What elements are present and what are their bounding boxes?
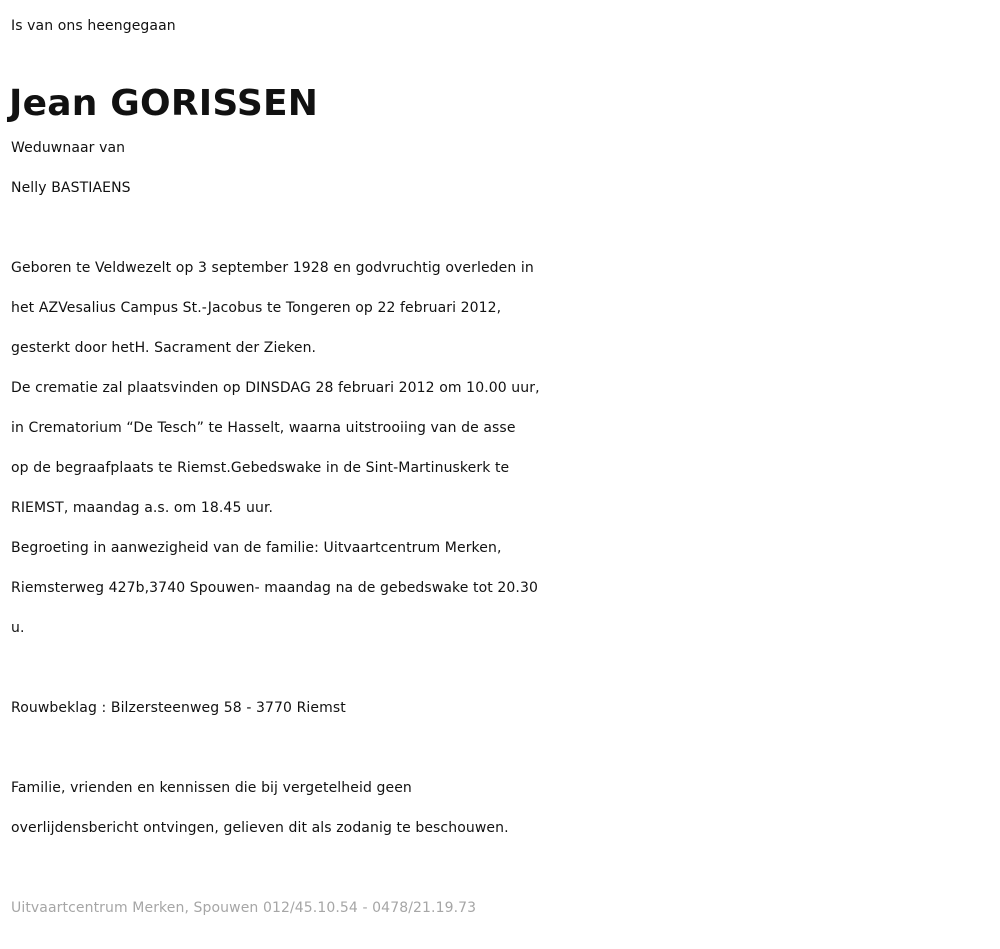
body-line: Begroeting in aanwezigheid van de familie: Uitvaartcentrum Merken, xyxy=(11,540,502,556)
body-line: in Crematorium “De Tesch” te Hasselt, waarna uitstrooiing van de asse xyxy=(11,420,516,436)
body-line: u. xyxy=(11,620,25,636)
closing-line: overlijdensbericht ontvingen, gelieven dit als zodanig te beschouwen. xyxy=(11,820,509,836)
closing-note xyxy=(11,768,1000,848)
body-line: het AZVesalius Campus St.-Jacobus te Tongeren op 22 februari 2012, xyxy=(11,300,502,316)
body-line: Riemsterweg 427b,3740 Spouwen- maandag na de gebedswake tot 20.30 xyxy=(11,580,538,596)
funeral-home-footer: Uitvaartcentrum Merken, Spouwen 012/45.10.54 - 0478/21.19.73 xyxy=(11,900,477,916)
spacer xyxy=(11,848,1000,888)
relation-line-2: Nelly BASTIAENS xyxy=(11,180,131,196)
closing-line: Familie, vrienden en kennissen die bij vergetelheid geen xyxy=(11,780,412,796)
body-line: RIEMST, maandag a.s. om 18.45 uur. xyxy=(11,500,274,516)
body-line: Geboren te Veldwezelt op 3 september 1928 en godvruchtig overleden in xyxy=(11,260,534,276)
spacer xyxy=(11,728,1000,768)
spacer xyxy=(11,648,1000,688)
obituary-body xyxy=(11,248,1000,648)
body-line: op de begraafplaats te Riemst.Gebedswake in de Sint-Martinuskerk te xyxy=(11,460,510,476)
intro-text: Is van ons heengegaan xyxy=(11,18,176,34)
condolence-address: Rouwbeklag : Bilzersteenweg 58 - 3770 Riemst xyxy=(11,700,346,716)
spacer xyxy=(11,208,1000,248)
body-line: De crematie zal plaatsvinden op DINSDAG 28 februari 2012 om 10.00 uur, xyxy=(11,380,540,396)
body-line: gesterkt door hetH. Sacrament der Zieken. xyxy=(11,340,317,356)
relation-line-1: Weduwnaar van xyxy=(11,140,126,156)
deceased-name: Jean GORISSEN xyxy=(9,83,319,124)
